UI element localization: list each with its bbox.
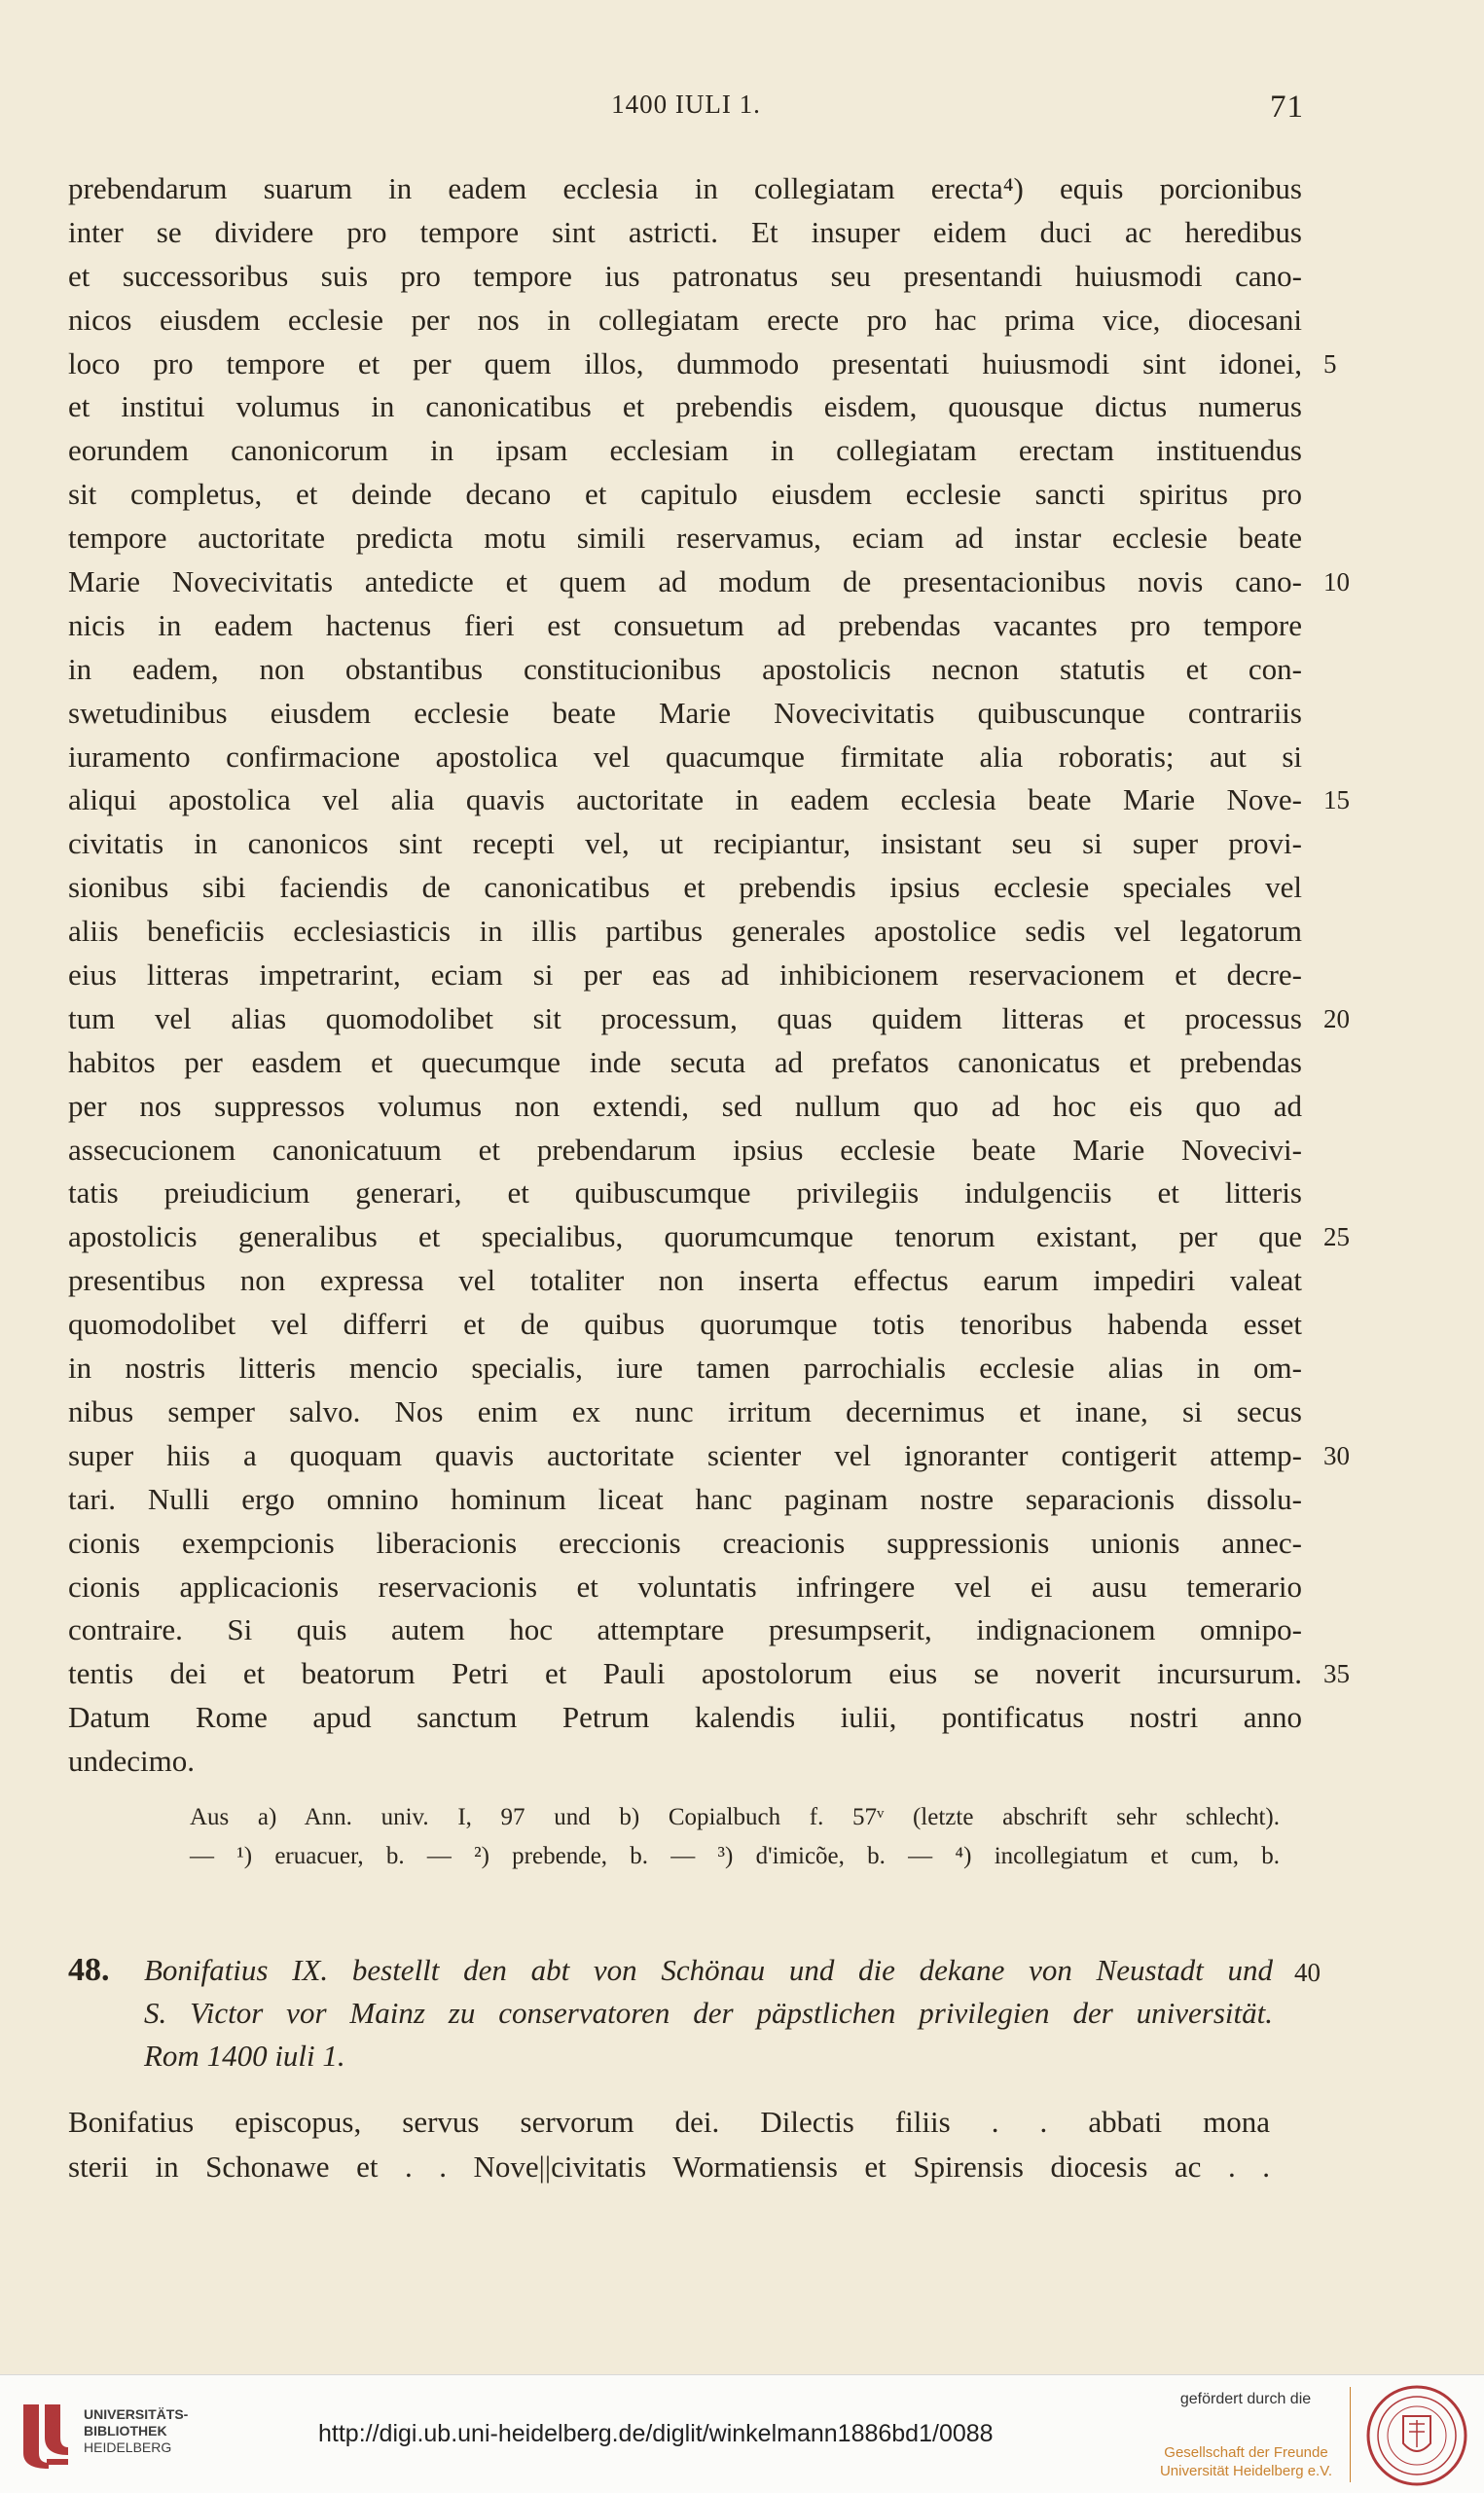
text-line — [68, 648, 1302, 692]
library-name: UNIVERSITÄTS- BIBLIOTHEK HEIDELBERG — [84, 2406, 189, 2455]
text-line — [68, 1608, 1302, 1652]
text-line-text: eius litteras impetrarint, eciam si per eas ad inhibicionem reservacionem et decre- — [68, 957, 1302, 993]
line-number: 40 — [1294, 1958, 1321, 1987]
text-line-text: undecimo. — [68, 1744, 195, 1779]
document-incipit — [68, 2100, 1270, 2189]
text-line-text: tempore auctoritate predicta motu simili reservamus, eciam ad instar ecclesie beate — [68, 521, 1302, 556]
text-line — [68, 385, 1302, 429]
text-line-text: loco pro tempore et per quem illos, dummodo presentati huiusmodi sint idonei, — [68, 345, 1302, 380]
text-line-text: aliqui apostolica vel alia quavis auctoritate in eadem ecclesia beate Marie Nove- — [68, 782, 1302, 817]
note-line-text: — ¹) eruacuer, b. — ²) prebende, b. — ³) d'imicõe, b. — ⁴) incollegiatum et cum, b. — [190, 1843, 1280, 1869]
text-line — [68, 1478, 1302, 1522]
library-logo-icon — [18, 2399, 74, 2469]
text-line — [68, 1566, 1302, 1609]
text-line-text: civitatis in canonicos sint recepti vel, ut recipiantur, insistant seu si super provi- — [68, 826, 1302, 861]
text-line — [68, 1696, 1302, 1740]
university-seal-icon — [1364, 2383, 1469, 2488]
permalink-url[interactable]: http://digi.ub.uni-heidelberg.de/diglit/winkelmann1886bd1/0088 — [318, 2420, 994, 2447]
text-line-text: sionibus sibi faciendis de canonicatibus et prebendis ipsius ecclesie speciales vel — [68, 870, 1302, 905]
text-line-text: apostolicis generalibus et specialibus, quorumcumque tenorum existant, per que — [68, 1219, 1302, 1254]
source-notes — [190, 1798, 1280, 1876]
text-line-text: cionis applicacionis reservacionis et voluntatis infringere vel ei ausu temerario — [68, 1569, 1302, 1604]
text-line-text: habitos per easdem et quecumque inde secuta ad prefatos canonicatus et prebendas — [68, 1044, 1302, 1079]
title-line-text: S. Victor vor Mainz zu conservatoren der päpstlichen privilegien der universität. — [144, 1996, 1273, 2030]
line-number: 35 — [1323, 1659, 1350, 1689]
text-line-text: super hiis a quoquam quavis auctoritate scienter vel ignoranter contigerit attemp- — [68, 1437, 1302, 1472]
title-line-text: Bonifatius IX. bestellt den abt von Schönau und die dekane von Neustadt und — [144, 1953, 1273, 1987]
line-number: 10 — [1323, 567, 1350, 597]
page-header — [68, 90, 1304, 128]
text-line-text: Marie Novecivitatis antedicte et quem ad modum de presentacionibus novis cano- — [68, 564, 1302, 599]
title-line — [144, 2035, 1302, 2078]
text-line — [68, 1740, 1302, 1784]
line-number: 5 — [1323, 348, 1337, 379]
running-title: 1400 IULI 1. — [611, 90, 761, 119]
text-line-text: Datum Rome apud sanctum Petrum kalendis iulii, pontificatus nostri anno — [68, 1700, 1302, 1735]
text-line — [68, 517, 1302, 560]
text-line — [68, 1041, 1302, 1085]
text-line-text: tentis dei et beatorum Petri et Pauli apostolorum eius se noverit incursurum. — [68, 1656, 1302, 1691]
text-line-text: et institui volumus in canonicatibus et prebendis eisdem, quousque dictus numerus — [68, 389, 1302, 424]
page-number: 71 — [1270, 90, 1304, 125]
text-line-text: nibus semper salvo. Nos enim ex nunc irritum decernimus et inane, si secus — [68, 1393, 1302, 1428]
text-line-text: prebendarum suarum in eadem ecclesia in collegiatam erecta⁴) equis porcionibus — [68, 171, 1302, 205]
line-number: 20 — [1323, 1003, 1350, 1033]
text-line — [68, 255, 1302, 299]
text-line-text: cionis exempcionis liberacionis ereccionis creacionis suppressionis unionis annec- — [68, 1525, 1302, 1560]
text-line — [68, 1085, 1302, 1129]
title-line-text: Rom 1400 iuli 1. — [144, 2039, 345, 2073]
line-number: 15 — [1323, 785, 1350, 815]
text-line — [68, 1391, 1302, 1434]
incipit-line-text: Bonifatius episcopus, servus servorum dei. Dilectis filiis . . abbati mona — [68, 2105, 1270, 2139]
text-line-text: contraire. Si quis autem hoc attemptare presumpserit, indignacionem omnipo- — [68, 1612, 1302, 1647]
incipit-line — [68, 2100, 1270, 2145]
text-line — [68, 692, 1302, 736]
text-line — [68, 604, 1302, 648]
text-line — [68, 778, 1350, 822]
note-line — [190, 1837, 1280, 1876]
main-text — [68, 167, 1350, 1784]
text-line-text: swetudinibus eiusdem ecclesie beate Marie Novecivitatis quibuscunque contrariis — [68, 695, 1302, 730]
note-line-text: Aus a) Ann. univ. I, 97 und b) Copialbuch f. 57ᵛ (letzte abschrift sehr schlecht). — [190, 1804, 1280, 1830]
text-line-text: presentibus non expressa vel totaliter non inserta effectus earum impediri valeat — [68, 1263, 1302, 1298]
text-line-text: per nos suppressos volumus non extendi, sed nullum quo ad hoc eis quo ad — [68, 1088, 1302, 1123]
line-number: 25 — [1323, 1222, 1350, 1252]
text-line — [68, 1259, 1302, 1303]
note-line — [190, 1798, 1280, 1837]
text-line — [68, 560, 1350, 604]
text-line-text: tatis preiudicium generari, et quibuscumque privilegiis indulgenciis et litteris — [68, 1175, 1302, 1210]
text-line — [68, 1347, 1302, 1391]
text-line-text: eorundem canonicorum in ipsam ecclesiam in collegiatam erectam instituendus — [68, 433, 1302, 468]
text-line — [68, 299, 1302, 343]
funded-by-label: gefördert durch die — [1179, 2391, 1312, 2407]
document-title — [144, 1949, 1302, 2078]
text-line — [68, 473, 1302, 517]
incipit-line — [68, 2145, 1270, 2189]
line-number: 30 — [1323, 1440, 1350, 1470]
text-line — [68, 736, 1302, 779]
text-line-text: tum vel alias quomodolibet sit processum, quas quidem litteras et processus — [68, 1000, 1302, 1035]
text-line-text: inter se dividere pro tempore sint astricti. Et insuper eidem duci ac heredibus — [68, 214, 1302, 249]
text-line — [68, 1522, 1302, 1566]
text-line — [68, 1652, 1350, 1696]
title-line — [144, 1949, 1302, 1992]
text-line-text: tari. Nulli ergo omnino hominum liceat hanc paginam nostre separacionis dissolu- — [68, 1481, 1302, 1516]
footer-divider — [1350, 2387, 1351, 2482]
text-line-text: assecucionem canonicatuum et prebendarum ipsius ecclesie beate Marie Novecivi- — [68, 1132, 1302, 1167]
text-line — [68, 866, 1302, 910]
text-line — [68, 1129, 1302, 1173]
text-line — [68, 167, 1302, 211]
title-line — [144, 1992, 1302, 2035]
text-line — [68, 1172, 1302, 1215]
text-line-text: quomodolibet vel differri et de quibus quorumque totis tenoribus habenda esset — [68, 1307, 1302, 1342]
incipit-line-text: sterii in Schonawe et . . Nove||civitatis Wormatiensis et Spirensis diocesis ac . . — [68, 2150, 1270, 2184]
text-line — [68, 211, 1302, 255]
text-line-text: in eadem, non obstantibus constitucionibus apostolicis necnon statutis et con- — [68, 651, 1302, 686]
text-line — [68, 1215, 1350, 1259]
text-line-text: aliis beneficiis ecclesiasticis in illis partibus generales apostolice sedis vel legatorum — [68, 914, 1302, 949]
text-line — [68, 1434, 1350, 1478]
document-number: 48. — [68, 1952, 110, 1988]
text-line-text: iuramento confirmacione apostolica vel quacumque firmitate alia roboratis; aut si — [68, 739, 1302, 774]
text-line-text: et successoribus suis pro tempore ius patronatus seu presentandi huiusmodi cano- — [68, 258, 1302, 293]
digitization-footer — [0, 2374, 1484, 2493]
society-name: Gesellschaft der Freunde Universität Heidelberg e.V. — [1159, 2444, 1333, 2479]
text-line-text: sit completus, et deinde decano et capitulo eiusdem ecclesie sancti spiritus pro — [68, 477, 1302, 512]
text-line — [68, 910, 1302, 954]
text-line — [68, 343, 1337, 386]
text-line-text: nicos eiusdem ecclesie per nos in collegiatam erecte pro hac prima vice, diocesani — [68, 302, 1302, 337]
text-line — [68, 954, 1302, 997]
text-line — [68, 997, 1350, 1041]
text-line — [68, 1303, 1302, 1347]
text-line-text: in nostris litteris mencio specialis, iure tamen parrochialis ecclesie alias in om- — [68, 1351, 1302, 1386]
text-line-text: nicis in eadem hactenus fieri est consuetum ad prebendas vacantes pro tempore — [68, 607, 1302, 642]
text-line — [68, 429, 1302, 473]
text-line — [68, 822, 1302, 866]
